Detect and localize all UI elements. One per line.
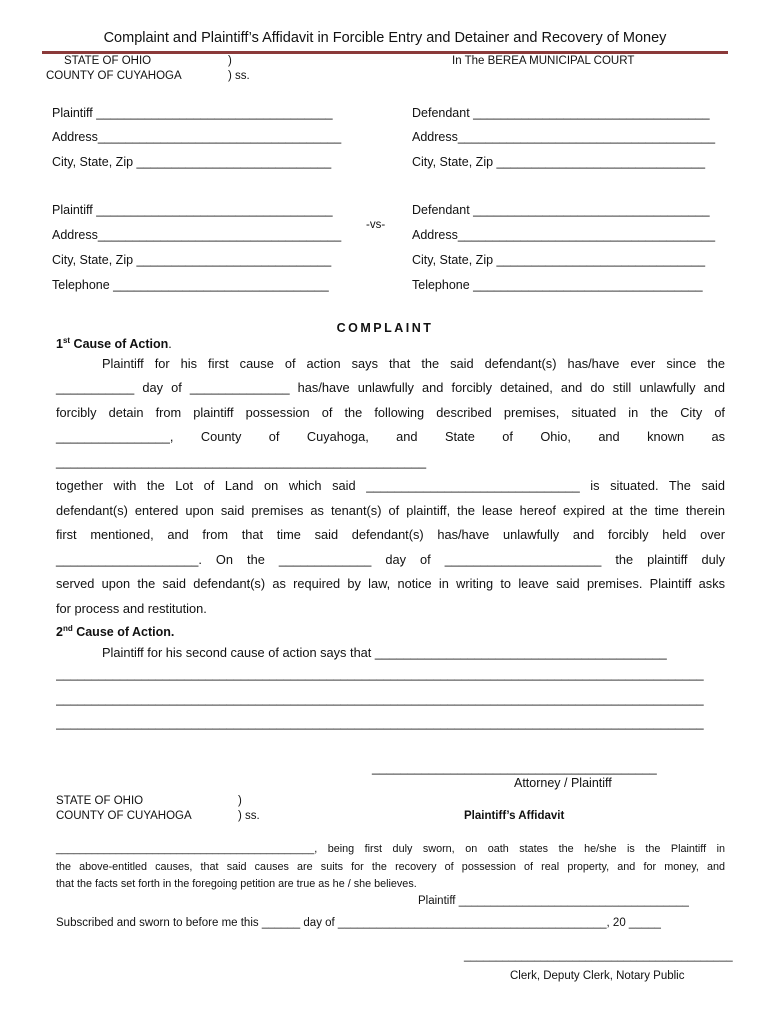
affidavit-paren: ) [238, 795, 242, 807]
affidavit-ss: ) ss. [238, 810, 260, 822]
second-cause-blank-1[interactable]: ___________________________________________________________________________________________ [56, 666, 704, 681]
affidavit-line-2: the above-entitled causes, that said causes are suits for the recovery of possession of real property, and for money, and [56, 861, 725, 873]
second-cause-blank-3[interactable]: ___________________________________________________________________________________________ [56, 715, 704, 730]
complaint-line-5: ____________________________________________________ [56, 454, 427, 469]
court-name: In The BEREA MUNICIPAL COURT [452, 55, 635, 67]
affidavit-county: COUNTY OF CUYAHOGA [56, 810, 192, 822]
venue-paren: ) [228, 55, 232, 67]
second-cause-heading [56, 625, 174, 639]
plaintiff-city-field-1[interactable]: City, State, Zip ____________________________ [52, 155, 332, 169]
complaint-line-10: served upon the said defendant(s) as required by law, notice in writing to leave said premises. Plaintiff asks [56, 576, 725, 591]
first-cause-suffix: st [62, 335, 71, 345]
complaint-line-8: first mentioned, and from that time said defendant(s) has/have unlawfully and forcibly held over [56, 527, 725, 542]
complaint-line-9: ____________________. On the _____________ day of ______________________ the plaintiff duly [56, 552, 725, 567]
defendant-field-2[interactable]: Defendant __________________________________ [412, 203, 710, 217]
document-title: Complaint and Plaintiff’s Affidavit in Forcible Entry and Detainer and Recovery of Money [103, 30, 667, 46]
title-divider [42, 51, 728, 54]
clerk-label: Clerk, Deputy Clerk, Notary Public [510, 970, 685, 982]
first-cause-number: 1 [56, 337, 63, 351]
complaint-line-2: ___________ day of ______________ has/have unlawfully and forcibly detained, and do still unlawfully and [56, 380, 725, 395]
plaintiff-address-field-1[interactable]: Address___________________________________ [52, 130, 342, 144]
second-cause-suffix: nd [62, 623, 73, 633]
defendant-address-field-1[interactable]: Address_____________________________________ [412, 130, 716, 144]
second-cause-number: 2 [56, 625, 63, 639]
defendant-field-1[interactable]: Defendant __________________________________ [412, 106, 710, 120]
defendant-telephone-field-2[interactable]: Telephone _________________________________ [412, 278, 703, 292]
venue-county: COUNTY OF CUYAHOGA [46, 70, 182, 82]
defendant-city-field-2[interactable]: City, State, Zip ______________________________ [412, 253, 706, 267]
plaintiff-field-2[interactable]: Plaintiff __________________________________ [52, 203, 333, 217]
plaintiff-signature-line[interactable]: Plaintiff ____________________________________ [418, 895, 689, 907]
complaint-line-6: together with the Lot of Land on which said ______________________________ is situated. The said [56, 478, 725, 493]
venue-state: STATE OF OHIO [64, 55, 152, 67]
attorney-label: Attorney / Plaintiff [514, 776, 612, 790]
second-cause-line[interactable]: Plaintiff for his second cause of action says that _________________________________________ [102, 645, 667, 660]
versus-label: -vs- [366, 219, 386, 231]
plaintiff-telephone-field-2[interactable]: Telephone _______________________________ [52, 278, 329, 292]
complaint-line-7: defendant(s) entered upon said premises as tenant(s) of plaintiff, the lease hereof expired at the time therein [56, 503, 725, 518]
defendant-city-field-1[interactable]: City, State, Zip ______________________________ [412, 155, 706, 169]
second-cause-label: Cause of Action. [72, 625, 175, 639]
first-cause-heading [56, 337, 172, 351]
affidavit-line-1[interactable]: ___________________________________________, being first duly sworn, on oath states the he/she is the Plaintiff in [56, 843, 725, 855]
complaint-line-11: for process and restitution. [56, 601, 207, 616]
complaint-line-1: Plaintiff for his first cause of action says that the said defendant(s) has/have ever since the [102, 356, 725, 371]
venue-ss: ) ss. [228, 70, 250, 82]
affidavit-heading: Plaintiff’s Affidavit [464, 810, 565, 822]
affidavit-state: STATE OF OHIO [56, 795, 144, 807]
complaint-heading: COMPLAINT [336, 321, 434, 335]
clerk-signature-line[interactable]: __________________________________________ [464, 950, 733, 962]
subscribed-line[interactable]: Subscribed and sworn to before me this ______ day of __________________________________________, 20 _____ [56, 917, 661, 929]
complaint-line-4: ________________, County of Cuyahoga, and State of Ohio, and known as [56, 429, 725, 444]
affidavit-line-3: that the facts set forth in the foregoing petition are true as he / she believes. [56, 878, 417, 890]
plaintiff-city-field-2[interactable]: City, State, Zip ____________________________ [52, 253, 332, 267]
complaint-line-3: forcibly detain from plaintiff possession of the following described premises, situated in the City of [56, 405, 725, 420]
plaintiff-address-field-2[interactable]: Address___________________________________ [52, 228, 342, 242]
first-cause-label: Cause of Action [70, 337, 169, 351]
first-cause-period: . [168, 337, 172, 351]
defendant-address-field-2[interactable]: Address_____________________________________ [412, 228, 716, 242]
second-cause-blank-2[interactable]: ___________________________________________________________________________________________ [56, 691, 704, 706]
attorney-signature-line[interactable]: ________________________________________ [372, 760, 657, 775]
plaintiff-field-1[interactable]: Plaintiff __________________________________ [52, 106, 333, 120]
